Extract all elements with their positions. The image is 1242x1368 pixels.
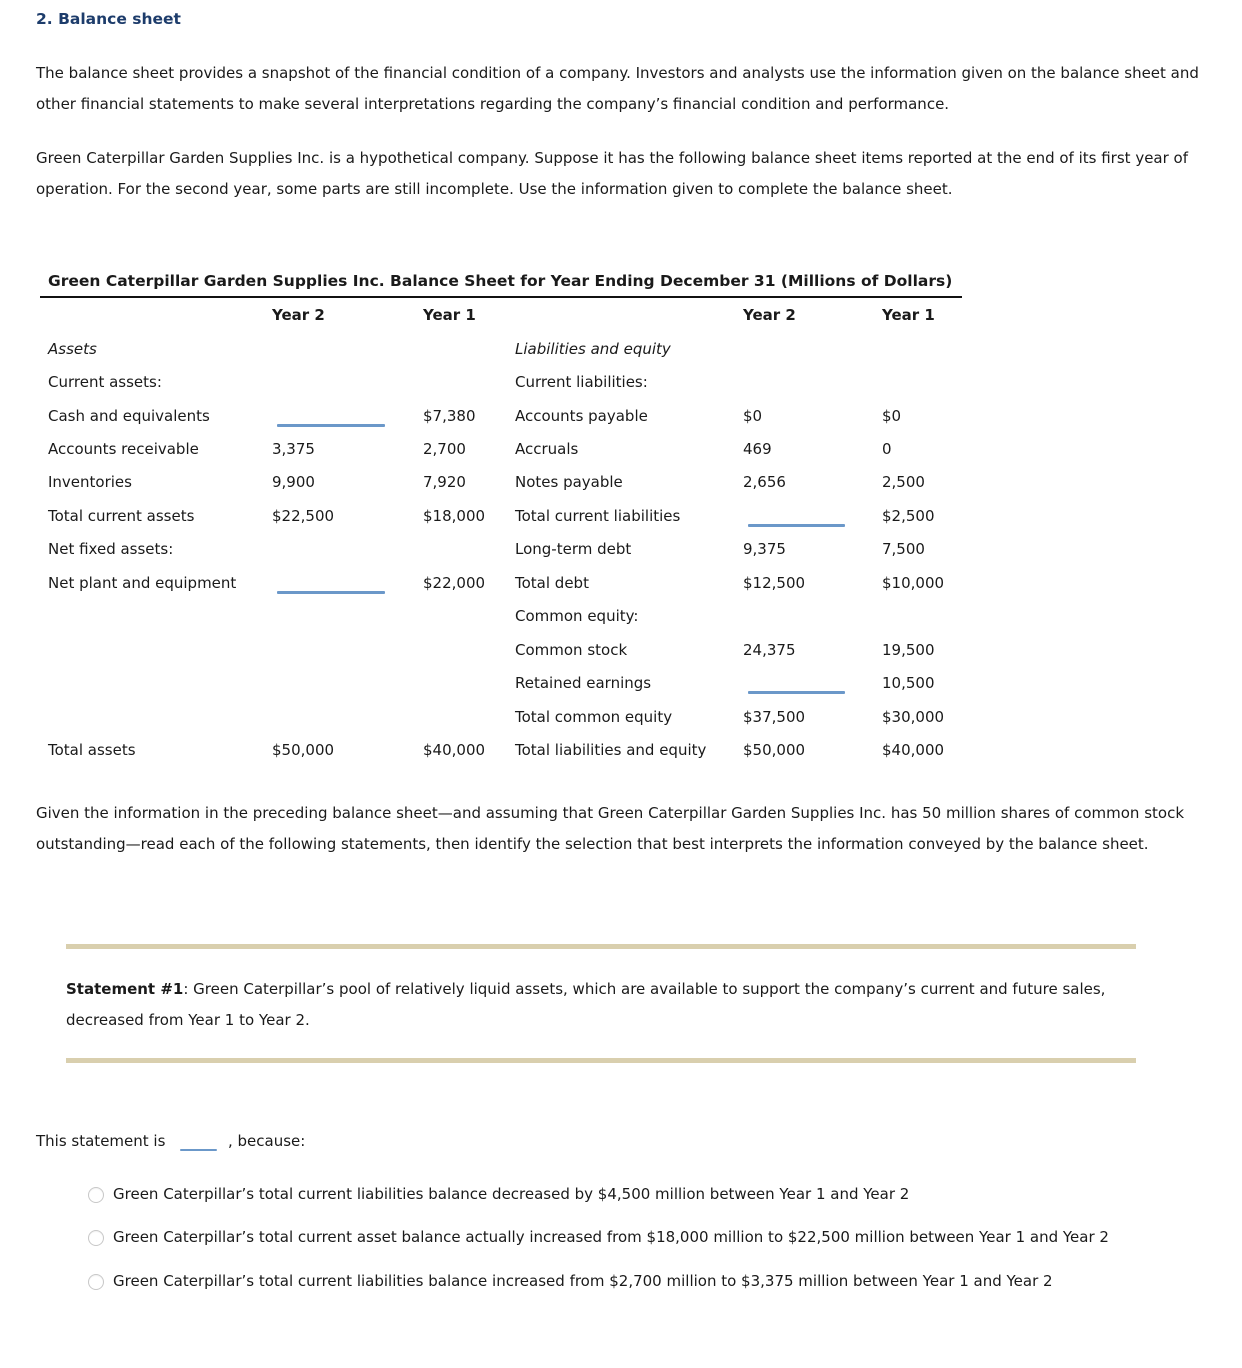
option-label[interactable]: Green Caterpillar’s total current liabilities balance decreased by $4,500 million between Year 1 and Year 2	[113, 1185, 910, 1203]
row-label: Inventories	[48, 473, 132, 491]
row-year2: $50,000	[743, 741, 806, 759]
row-year2: 9,900	[272, 473, 315, 491]
row-label: Total liabilities and equity	[515, 741, 707, 759]
row-year2: $37,500	[743, 708, 806, 726]
row-label: Total common equity	[515, 708, 673, 726]
row-year1: 2,700	[423, 440, 466, 458]
statement-text	[66, 974, 1126, 1036]
row-label: Net plant and equipment	[48, 574, 237, 592]
liabilities-header: Liabilities and equity	[515, 340, 671, 358]
row-label: Accruals	[515, 440, 579, 458]
statement-top-divider	[66, 944, 1136, 949]
row-year2: $0	[743, 407, 763, 425]
row-year1: $18,000	[423, 507, 486, 525]
question-prefix: This statement is	[36, 1132, 166, 1150]
instructions-paragraph: Given the information in the preceding balance sheet—and assuming that Green Caterpillar Garden Supplies Inc. has 50 million shares of common stock outstanding—read each of the following statements, then identify the selection that best interprets the information conveyed by the balance sheet.	[36, 804, 1185, 853]
statement-body: : Green Caterpillar’s pool of relatively liquid assets, which are available to support the company’s current and future sales, decreased from Year 1 to Year 2.	[66, 980, 1106, 1029]
row-year1: 0	[882, 440, 892, 458]
row-year2: $12,500	[743, 574, 806, 592]
retained-earnings-year2-blank-input[interactable]	[748, 691, 845, 694]
row-label: Cash and equivalents	[48, 407, 210, 425]
plant-year2-blank-input[interactable]	[277, 591, 385, 594]
row-year2: 469	[743, 440, 772, 458]
row-label: Total current liabilities	[515, 507, 681, 525]
row-year1: 2,500	[882, 473, 925, 491]
row-label: Accounts payable	[515, 407, 648, 425]
row-year2: $22,500	[272, 507, 335, 525]
balance-sheet-title: Green Caterpillar Garden Supplies Inc. Balance Sheet for Year Ending December 31 (Millions of Dollars)	[48, 272, 953, 290]
row-year1: $2,500	[882, 507, 935, 525]
current-liabilities-header: Current liabilities:	[515, 373, 648, 391]
row-year2: 24,375	[743, 641, 796, 659]
row-year1: 7,920	[423, 473, 466, 491]
section-heading: 2. Balance sheet	[36, 10, 181, 28]
statement-bottom-divider	[66, 1058, 1136, 1063]
option-label[interactable]: Green Caterpillar’s total current liabilities balance increased from $2,700 million to $3,375 million between Year 1 and Year 2	[113, 1272, 1053, 1290]
common-equity-header: Common equity:	[515, 607, 639, 625]
row-year1: 7,500	[882, 540, 925, 558]
title-divider	[40, 296, 962, 298]
row-year1: $22,000	[423, 574, 486, 592]
option-label[interactable]: Green Caterpillar’s total current asset balance actually increased from $18,000 million to $22,500 million between Year 1 and Year 2	[113, 1228, 1109, 1246]
current-assets-header: Current assets:	[48, 373, 162, 391]
row-year1: $40,000	[423, 741, 486, 759]
total-current-liabilities-year2-blank-input[interactable]	[748, 524, 845, 527]
radio-button[interactable]	[88, 1230, 104, 1246]
row-year1: $10,000	[882, 574, 945, 592]
row-year2: 3,375	[272, 440, 315, 458]
row-year2: 2,656	[743, 473, 786, 491]
row-label: Total debt	[515, 574, 589, 592]
assets-year2-header: Year 2	[272, 306, 325, 324]
row-label: Total current assets	[48, 507, 195, 525]
row-year2: 9,375	[743, 540, 786, 558]
row-year2: $50,000	[272, 741, 335, 759]
question-suffix: , because:	[228, 1132, 306, 1150]
cash-year2-blank-input[interactable]	[277, 424, 385, 427]
liabilities-year1-header: Year 1	[882, 306, 935, 324]
row-year1: $7,380	[423, 407, 476, 425]
radio-button[interactable]	[88, 1274, 104, 1290]
row-label: Retained earnings	[515, 674, 652, 692]
liabilities-year2-header: Year 2	[743, 306, 796, 324]
row-label: Total assets	[48, 741, 136, 759]
row-year1: $30,000	[882, 708, 945, 726]
assets-year1-header: Year 1	[423, 306, 476, 324]
radio-button[interactable]	[88, 1187, 104, 1203]
statement-label: Statement #1	[66, 980, 184, 998]
intro-paragraph-1: The balance sheet provides a snapshot of the financial condition of a company. Investors and analysts use the information given on the balance sheet and other financial statements to make several interpretations regarding the company’s financial condition and performance.	[36, 64, 1199, 113]
net-fixed-assets-header: Net fixed assets:	[48, 540, 174, 558]
row-year1: 10,500	[882, 674, 935, 692]
row-year1: $0	[882, 407, 902, 425]
row-label: Accounts receivable	[48, 440, 199, 458]
row-label: Long-term debt	[515, 540, 632, 558]
row-year1: 19,500	[882, 641, 935, 659]
intro-paragraph-2: Green Caterpillar Garden Supplies Inc. is a hypothetical company. Suppose it has the following balance sheet items reported at the end of its first year of operation. For the second year, some parts are still incomplete. Use the information given to complete the balance sheet.	[36, 149, 1189, 198]
row-label: Notes payable	[515, 473, 623, 491]
row-year1: $40,000	[882, 741, 945, 759]
row-label: Common stock	[515, 641, 628, 659]
statement-truth-dropdown[interactable]	[180, 1149, 217, 1151]
assets-header: Assets	[48, 340, 97, 358]
